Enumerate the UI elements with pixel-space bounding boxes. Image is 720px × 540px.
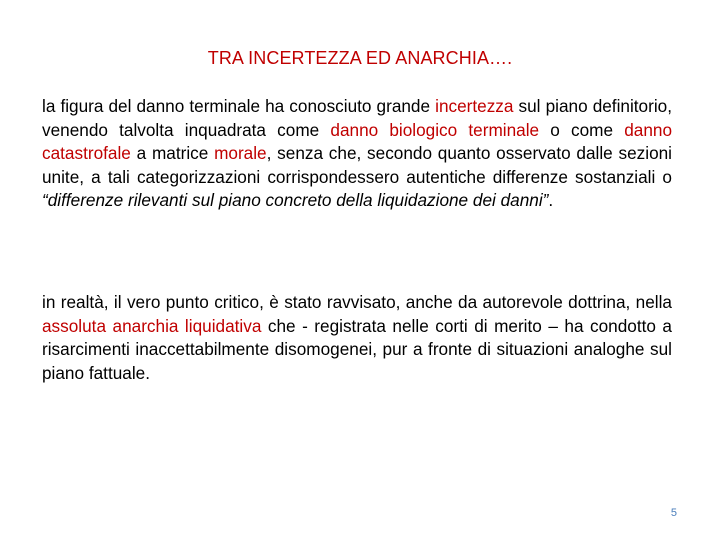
- quote-differenze-rilevanti: “differenze rilevanti sul piano concreto della liquidazione dei danni”: [42, 190, 549, 210]
- text-segment: .: [548, 190, 554, 210]
- highlight-incertezza: incertezza: [435, 96, 514, 116]
- highlight-danno-biologico-terminale: danno biologico terminale: [330, 119, 540, 140]
- page-number: 5: [670, 507, 677, 519]
- text-segment: che - registrata nelle corti di merito – ha condotto a risarcimenti inaccettabilmente disomogenei, pur a fronte di situazioni analoghe sul piano fattuale.: [42, 315, 672, 383]
- text-segment: a matrice: [130, 143, 215, 163]
- text-segment: o come: [539, 119, 625, 140]
- paragraph-danno-terminale: [42, 95, 672, 213]
- text-segment: la figura del danno terminale ha conosciuto grande: [42, 96, 436, 116]
- highlight-danno-catastrofale: danno catastrofale: [42, 119, 672, 163]
- slide-title: TRA INCERTEZZA ED ANARCHIA….: [207, 48, 513, 68]
- paragraph-anarchia-liquidativa: [42, 291, 672, 385]
- text-segment: sul piano definitorio, venendo talvolta inquadrata come: [42, 96, 672, 140]
- text-segment: , senza che, secondo quanto osservato dalle sezioni unite, a tali categorizzazioni corrispondessero autentiche differenze sostanziali o: [42, 143, 673, 187]
- highlight-assoluta-anarchia-liquidativa: assoluta anarchia liquidativa: [42, 315, 262, 336]
- highlight-morale: morale: [214, 143, 267, 163]
- text-segment: in realtà, il vero punto critico, è stato ravvisato, anche da autorevole dottrina, nella: [42, 292, 672, 312]
